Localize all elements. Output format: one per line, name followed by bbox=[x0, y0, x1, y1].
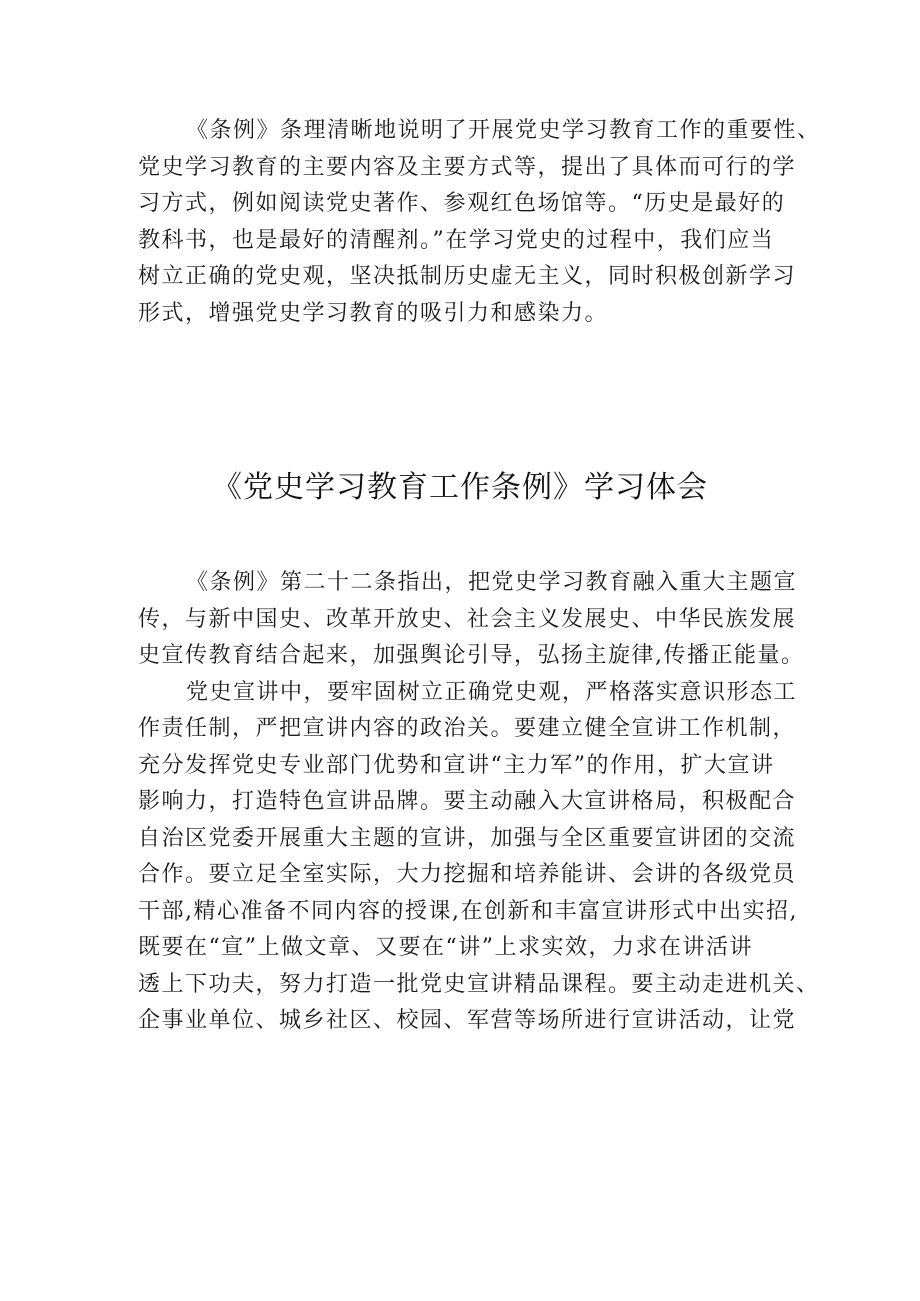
paragraph-line: 党史宣讲中，要牢固树立正确党史观，严格落实意识形态工 bbox=[186, 679, 798, 705]
paragraph-line: 《条例》第二十二条指出，把党史学习教育融入重大主题宣 bbox=[186, 570, 798, 595]
paragraph-line: 形式，增强党史学习教育的吸引力和感染力。 bbox=[138, 300, 609, 326]
paragraph-line: 影响力，打造特色宣讲品牌。要主动融入大宣讲格局，积极配合 bbox=[138, 789, 797, 814]
paragraph-line: 透上下功夫，努力打造一批党史宣讲精品课程。要主动走进机关、 bbox=[138, 971, 820, 997]
paragraph-line: 传，与新中国史、改革开放史、社会主义发展史、中华民族发展 bbox=[138, 606, 797, 632]
paragraph-line: 作责任制，严把宣讲内容的政治关。要建立健全宣讲工作机制， bbox=[138, 716, 797, 741]
document-title: 《党史学习教育工作条例》学习体会 bbox=[212, 470, 708, 505]
paragraph-line: 既要在“宣”上做文章、又要在“讲”上求实效，力求在讲活讲 bbox=[138, 935, 753, 960]
paragraph-2-and-3 bbox=[138, 565, 820, 1040]
paragraph-line: 企事业单位、城乡社区、校园、军营等场所进行宣讲活动，让党 bbox=[138, 1008, 797, 1033]
paragraph-1 bbox=[138, 113, 821, 332]
paragraph-line: 树立正确的党史观，坚决抵制历史虚无主义，同时积极创新学习 bbox=[138, 264, 797, 289]
paragraph-line: 《条例》条理清晰地说明了开展党史学习教育工作的重要性、 bbox=[186, 118, 821, 143]
paragraph-line: 合作。要立足全室实际，大力挖掘和培养能讲、会讲的各级党员 bbox=[138, 862, 797, 887]
paragraph-line: 自治区党委开展重大主题的宣讲，加强与全区重要宣讲团的交流 bbox=[138, 825, 797, 851]
paragraph-line: 充分发挥党史专业部门优势和宣讲“主力军”的作用，扩大宣讲 bbox=[138, 752, 775, 778]
paragraph-line: 干部,精心准备不同内容的授课,在创新和丰富宣讲形式中出实招, bbox=[138, 898, 798, 924]
paragraph-line: 史宣传教育结合起来，加强舆论引导，弘扬主旋律,传播正能量。 bbox=[138, 643, 805, 668]
paragraph-line: 教科书，也是最好的清醒剂。”在学习党史的过程中，我们应当 bbox=[138, 227, 775, 253]
paragraph-line: 习方式，例如阅读党史著作、参观红色场馆等。“历史是最好的 bbox=[138, 191, 786, 216]
paragraph-line: 党史学习教育的主要内容及主要方式等，提出了具体而可行的学 bbox=[138, 154, 797, 180]
